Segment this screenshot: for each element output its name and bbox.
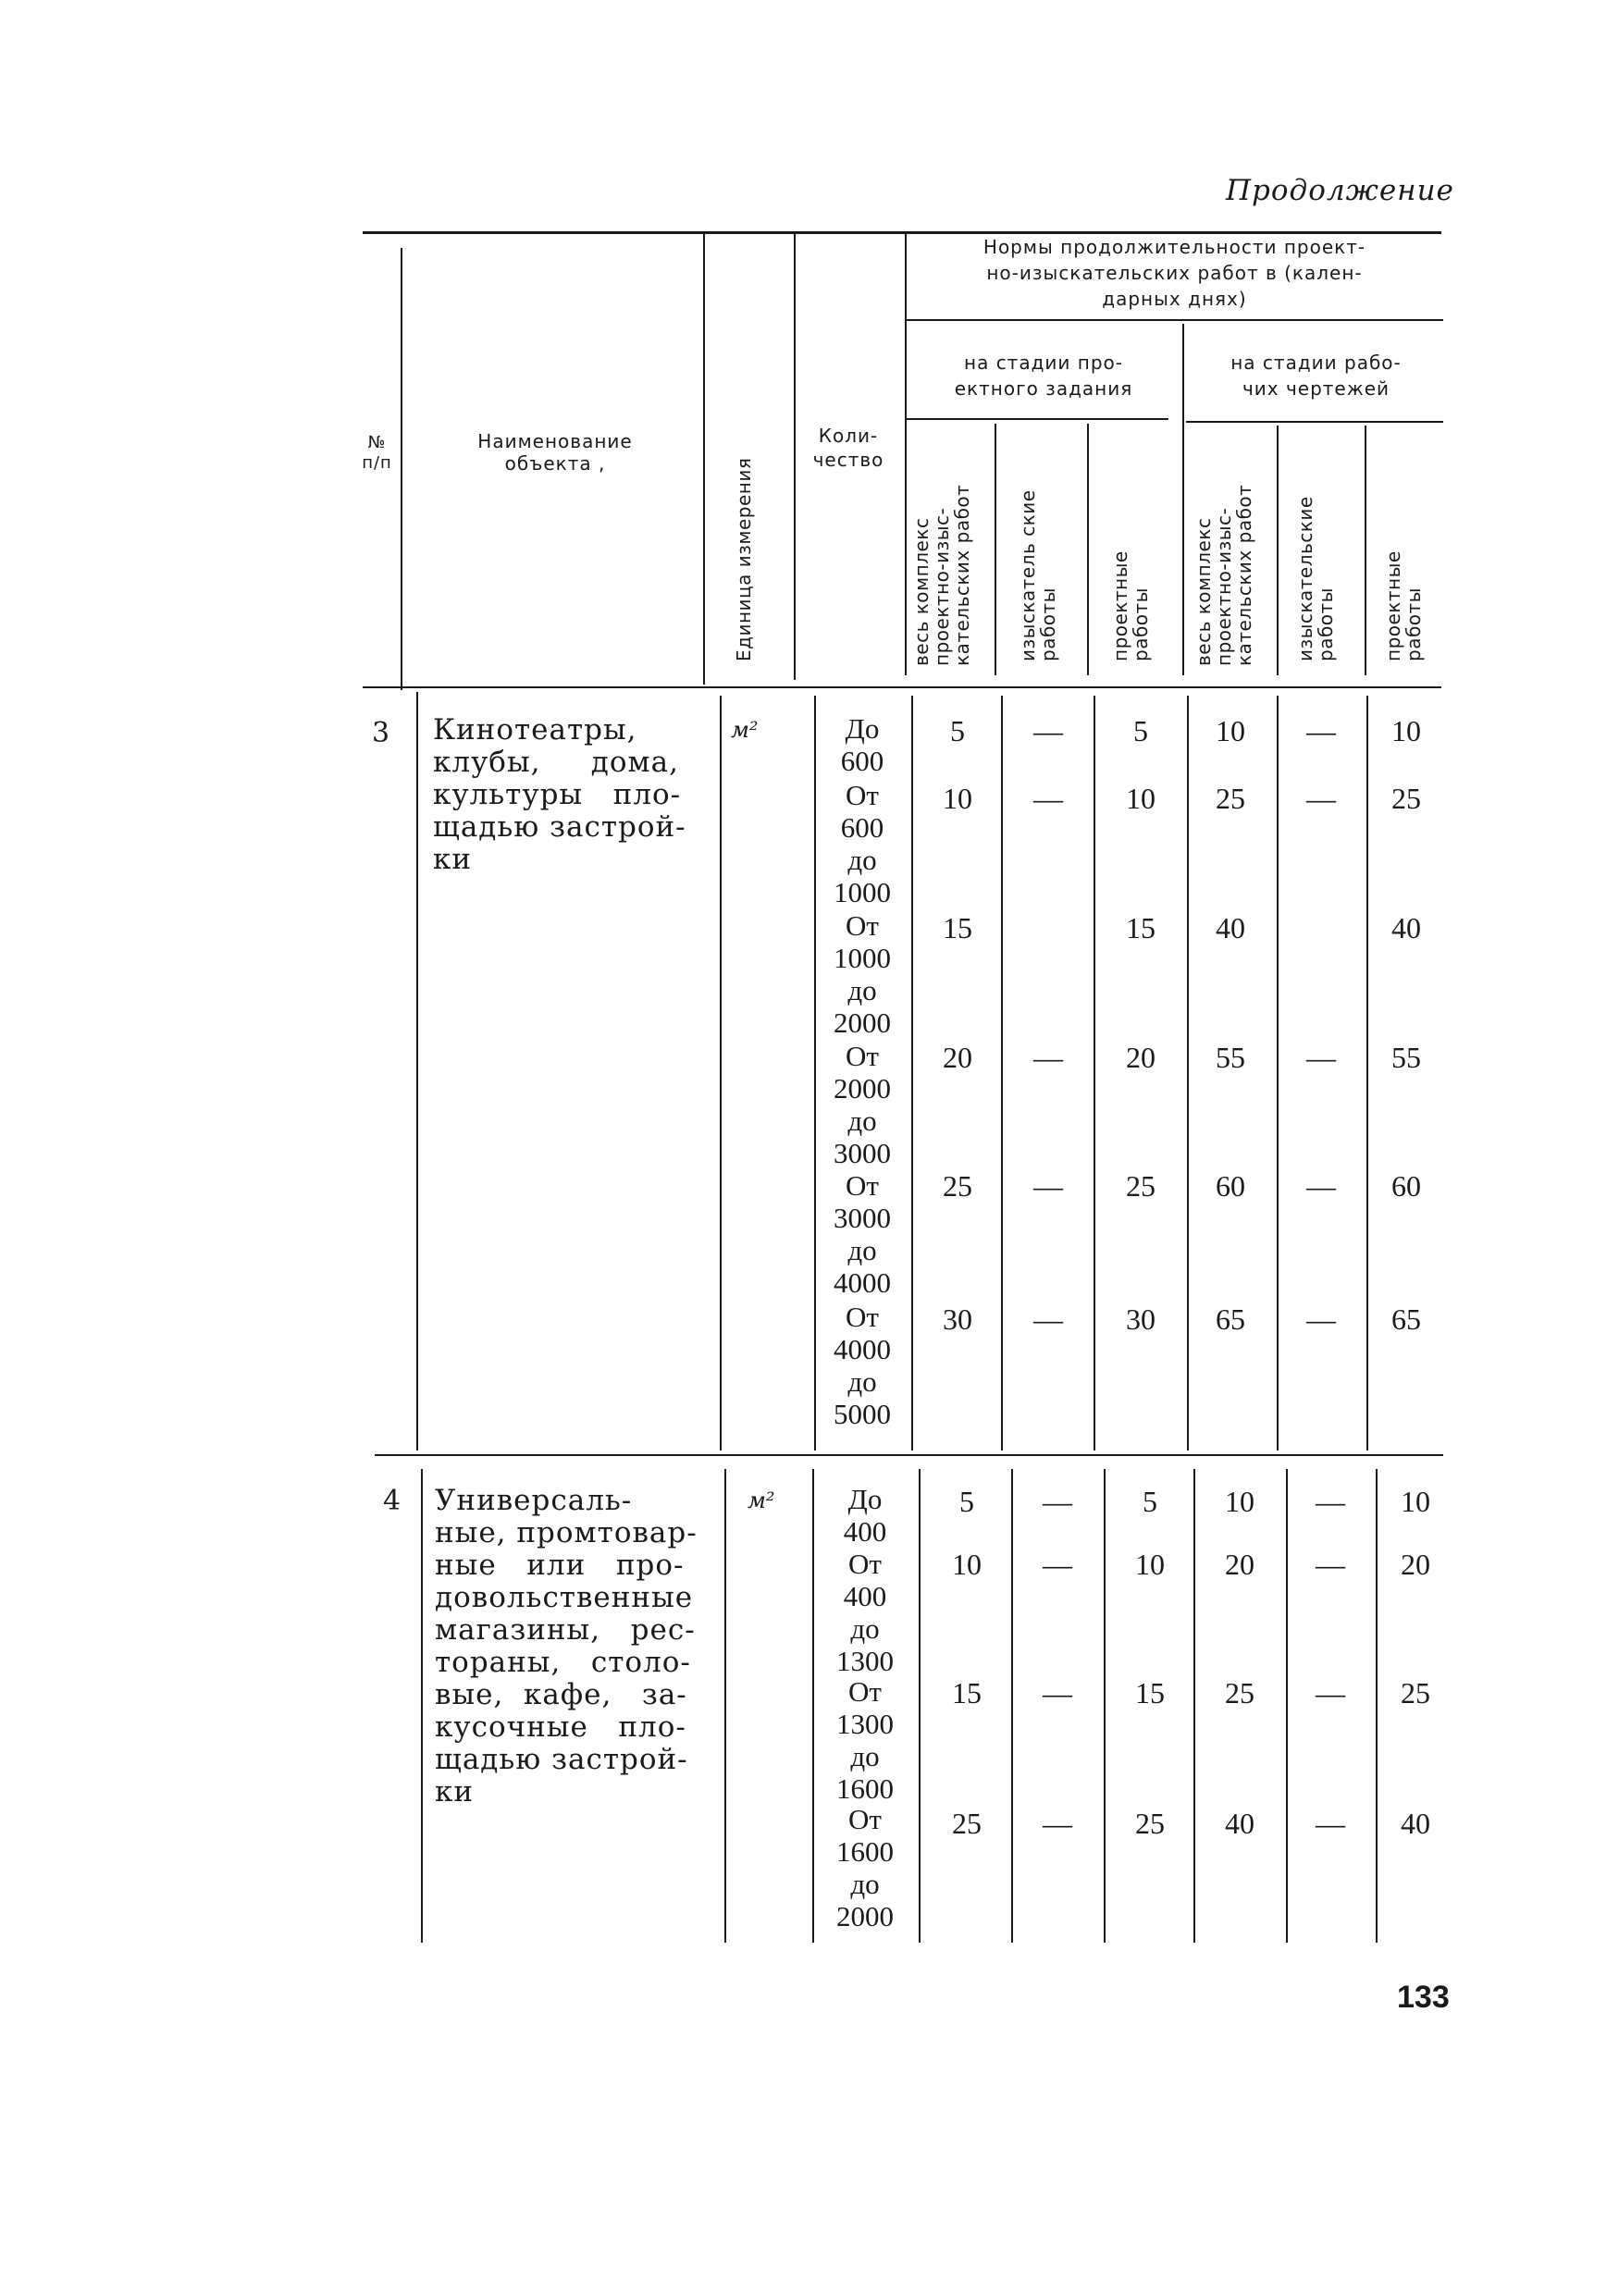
row3-item2-v1: 10 (943, 782, 972, 815)
row4-item4-v6: 40 (1401, 1807, 1430, 1840)
row3-item3-v3: 15 (1126, 911, 1156, 944)
row4-item4-v1: 25 (952, 1807, 982, 1840)
header-divider-2 (703, 231, 705, 685)
stage-a-rule (907, 418, 1168, 420)
row4-divider-7 (1193, 1469, 1195, 1943)
row4-item3-v2: — (1043, 1676, 1072, 1710)
row-separator (375, 1454, 1443, 1456)
row4-divider-1 (421, 1469, 423, 1943)
row3-item4-v3: 20 (1126, 1041, 1156, 1074)
row4-item3-v3: 15 (1135, 1676, 1165, 1710)
row4-divider-6 (1104, 1469, 1106, 1943)
row3-item1-v6: 10 (1391, 714, 1421, 747)
sub-divider-b2 (1365, 426, 1366, 675)
row3-item1-v4: 10 (1216, 714, 1245, 747)
header-divider-3 (794, 231, 796, 680)
row3-item6-v2: — (1033, 1302, 1063, 1336)
row4-item2-v1: 10 (952, 1548, 982, 1581)
col-quantity-header: Коли- чество (812, 425, 884, 471)
stage-project-header: на стадии про- ектного задания (954, 352, 1133, 400)
page-number: 133 (1397, 1980, 1450, 2015)
col-number-header: № п/п (362, 433, 392, 473)
header-bottom-rule (363, 686, 1441, 688)
row3-item3-v4: 40 (1216, 911, 1245, 944)
row3-divider-8 (1277, 696, 1279, 1450)
row4-name: Универсаль- ные, промтовар- ные или про- довольственные магазины, рес- тораны, столо- вые, кафе, за- кусочные пло- щадью застрой- ки (435, 1484, 698, 1808)
row3-unit: м² (731, 717, 759, 743)
row4-item4-v3: 25 (1135, 1807, 1165, 1840)
sub-design-a-header: проектные работы (1109, 550, 1152, 661)
continuation-label: Продолжение (1226, 174, 1454, 207)
row3-item4-v1: 20 (943, 1041, 972, 1074)
row3-item6-v6: 65 (1391, 1302, 1421, 1336)
row4-divider-5 (1011, 1469, 1013, 1943)
row4-item4-v5: — (1316, 1807, 1345, 1840)
row4-unit: м² (748, 1487, 775, 1513)
row3-item5-v5: — (1306, 1169, 1336, 1203)
row3-item3-v6: 40 (1391, 911, 1421, 944)
row3-qty-5: От 3000 до 4000 (834, 1169, 891, 1299)
row4-item2-v2: — (1043, 1548, 1072, 1581)
row3-item6-v4: 65 (1216, 1302, 1245, 1336)
row4-item1-v2: — (1043, 1485, 1072, 1518)
sub-all-b-header: весь комплекс проектно-изыс- кательских работ (1193, 484, 1255, 666)
row3-divider-9 (1366, 696, 1368, 1450)
row4-qty-2: От 400 до 1300 (836, 1548, 894, 1677)
row4-divider-3 (812, 1469, 814, 1943)
sub-all-header: весь комплекс проектно-изыс- кательских работ (910, 484, 973, 666)
sub-divider-a1 (995, 424, 996, 675)
row3-item6-v3: 30 (1126, 1302, 1156, 1336)
sub-survey-a-header: изыскатель ские работы (1017, 489, 1059, 661)
row3-item5-v3: 25 (1126, 1169, 1156, 1203)
row4-item1-v3: 5 (1143, 1485, 1157, 1518)
row4-item3-v1: 15 (952, 1676, 982, 1710)
col-unit-header: Единица измерения (733, 457, 755, 661)
sub-survey-b-header: изыскательские работы (1294, 496, 1337, 661)
row4-divider-2 (724, 1469, 726, 1943)
row4-item1-v4: 10 (1225, 1485, 1254, 1518)
row3-item2-v6: 25 (1391, 782, 1421, 815)
row3-item5-v4: 60 (1216, 1169, 1245, 1203)
row4-item3-v5: — (1316, 1676, 1345, 1710)
sub-design-b-header: проектные работы (1382, 550, 1425, 661)
row3-item4-v4: 55 (1216, 1041, 1245, 1074)
row3-name: Кинотеатры, клубы, дома, культуры пло- щадью застрой- ки (433, 713, 686, 876)
norms-title: Нормы продолжительности проект- но-изыскательских работ в (кален- дарных днях) (983, 236, 1366, 310)
row3-item1-v1: 5 (950, 714, 965, 747)
row3-divider-6 (1094, 696, 1095, 1450)
row4-item4-v4: 40 (1225, 1807, 1254, 1840)
row4-divider-4 (919, 1469, 921, 1943)
norms-title-rule (905, 319, 1443, 321)
row3-item2-v2: — (1033, 782, 1063, 815)
stage-working-header: на стадии рабо- чих чертежей (1230, 352, 1402, 400)
row4-item1-v5: — (1316, 1485, 1345, 1518)
row3-item1-v5: — (1306, 714, 1336, 747)
row3-item4-v6: 55 (1391, 1041, 1421, 1074)
row3-divider-2 (720, 696, 722, 1450)
row4-qty-4: От 1600 до 2000 (836, 1803, 894, 1932)
row3-divider-5 (1001, 696, 1003, 1450)
row3-item3-v1: 15 (943, 911, 972, 944)
row3-qty-4: От 2000 до 3000 (834, 1040, 891, 1169)
row4-item2-v6: 20 (1401, 1548, 1430, 1581)
stage-divider (1182, 324, 1184, 675)
row3-item4-v2: — (1033, 1041, 1063, 1074)
row3-number: 3 (372, 717, 390, 749)
row3-item6-v5: — (1306, 1302, 1336, 1336)
row4-divider-9 (1376, 1469, 1378, 1943)
row4-item2-v5: — (1316, 1548, 1345, 1581)
col-name-header: Наименование объекта , (477, 430, 633, 475)
row3-qty-2: От 600 до 1000 (834, 779, 891, 908)
row4-qty-3: От 1300 до 1600 (836, 1675, 894, 1805)
stage-b-rule (1186, 421, 1443, 423)
row3-qty-6: От 4000 до 5000 (834, 1301, 891, 1430)
row3-item2-v3: 10 (1126, 782, 1156, 815)
row4-item3-v4: 25 (1225, 1676, 1254, 1710)
row3-divider-1 (416, 692, 418, 1450)
row4-item1-v1: 5 (959, 1485, 974, 1518)
row4-item2-v3: 10 (1135, 1548, 1165, 1581)
row3-item6-v1: 30 (943, 1302, 972, 1336)
header-divider-4 (905, 231, 907, 675)
row4-number: 4 (383, 1485, 402, 1517)
row4-item4-v2: — (1043, 1807, 1072, 1840)
row3-qty-3: От 1000 до 2000 (834, 909, 891, 1039)
row4-item2-v4: 20 (1225, 1548, 1254, 1581)
row3-item2-v5: — (1306, 782, 1336, 815)
row3-item1-v3: 5 (1133, 714, 1148, 747)
row3-divider-4 (911, 696, 913, 1450)
row4-divider-8 (1286, 1469, 1288, 1943)
row3-qty-1: До 600 (840, 712, 884, 777)
row3-item1-v2: — (1033, 714, 1063, 747)
row3-divider-7 (1187, 696, 1189, 1450)
row4-item1-v6: 10 (1401, 1485, 1430, 1518)
sub-divider-b1 (1277, 426, 1279, 675)
row4-item3-v6: 25 (1401, 1676, 1430, 1710)
row3-item4-v5: — (1306, 1041, 1336, 1074)
row4-qty-1: До 400 (843, 1483, 887, 1548)
row3-item5-v6: 60 (1391, 1169, 1421, 1203)
row3-item5-v2: — (1033, 1169, 1063, 1203)
sub-divider-a2 (1087, 424, 1089, 675)
row3-item2-v4: 25 (1216, 782, 1245, 815)
row3-item5-v1: 25 (943, 1169, 972, 1203)
